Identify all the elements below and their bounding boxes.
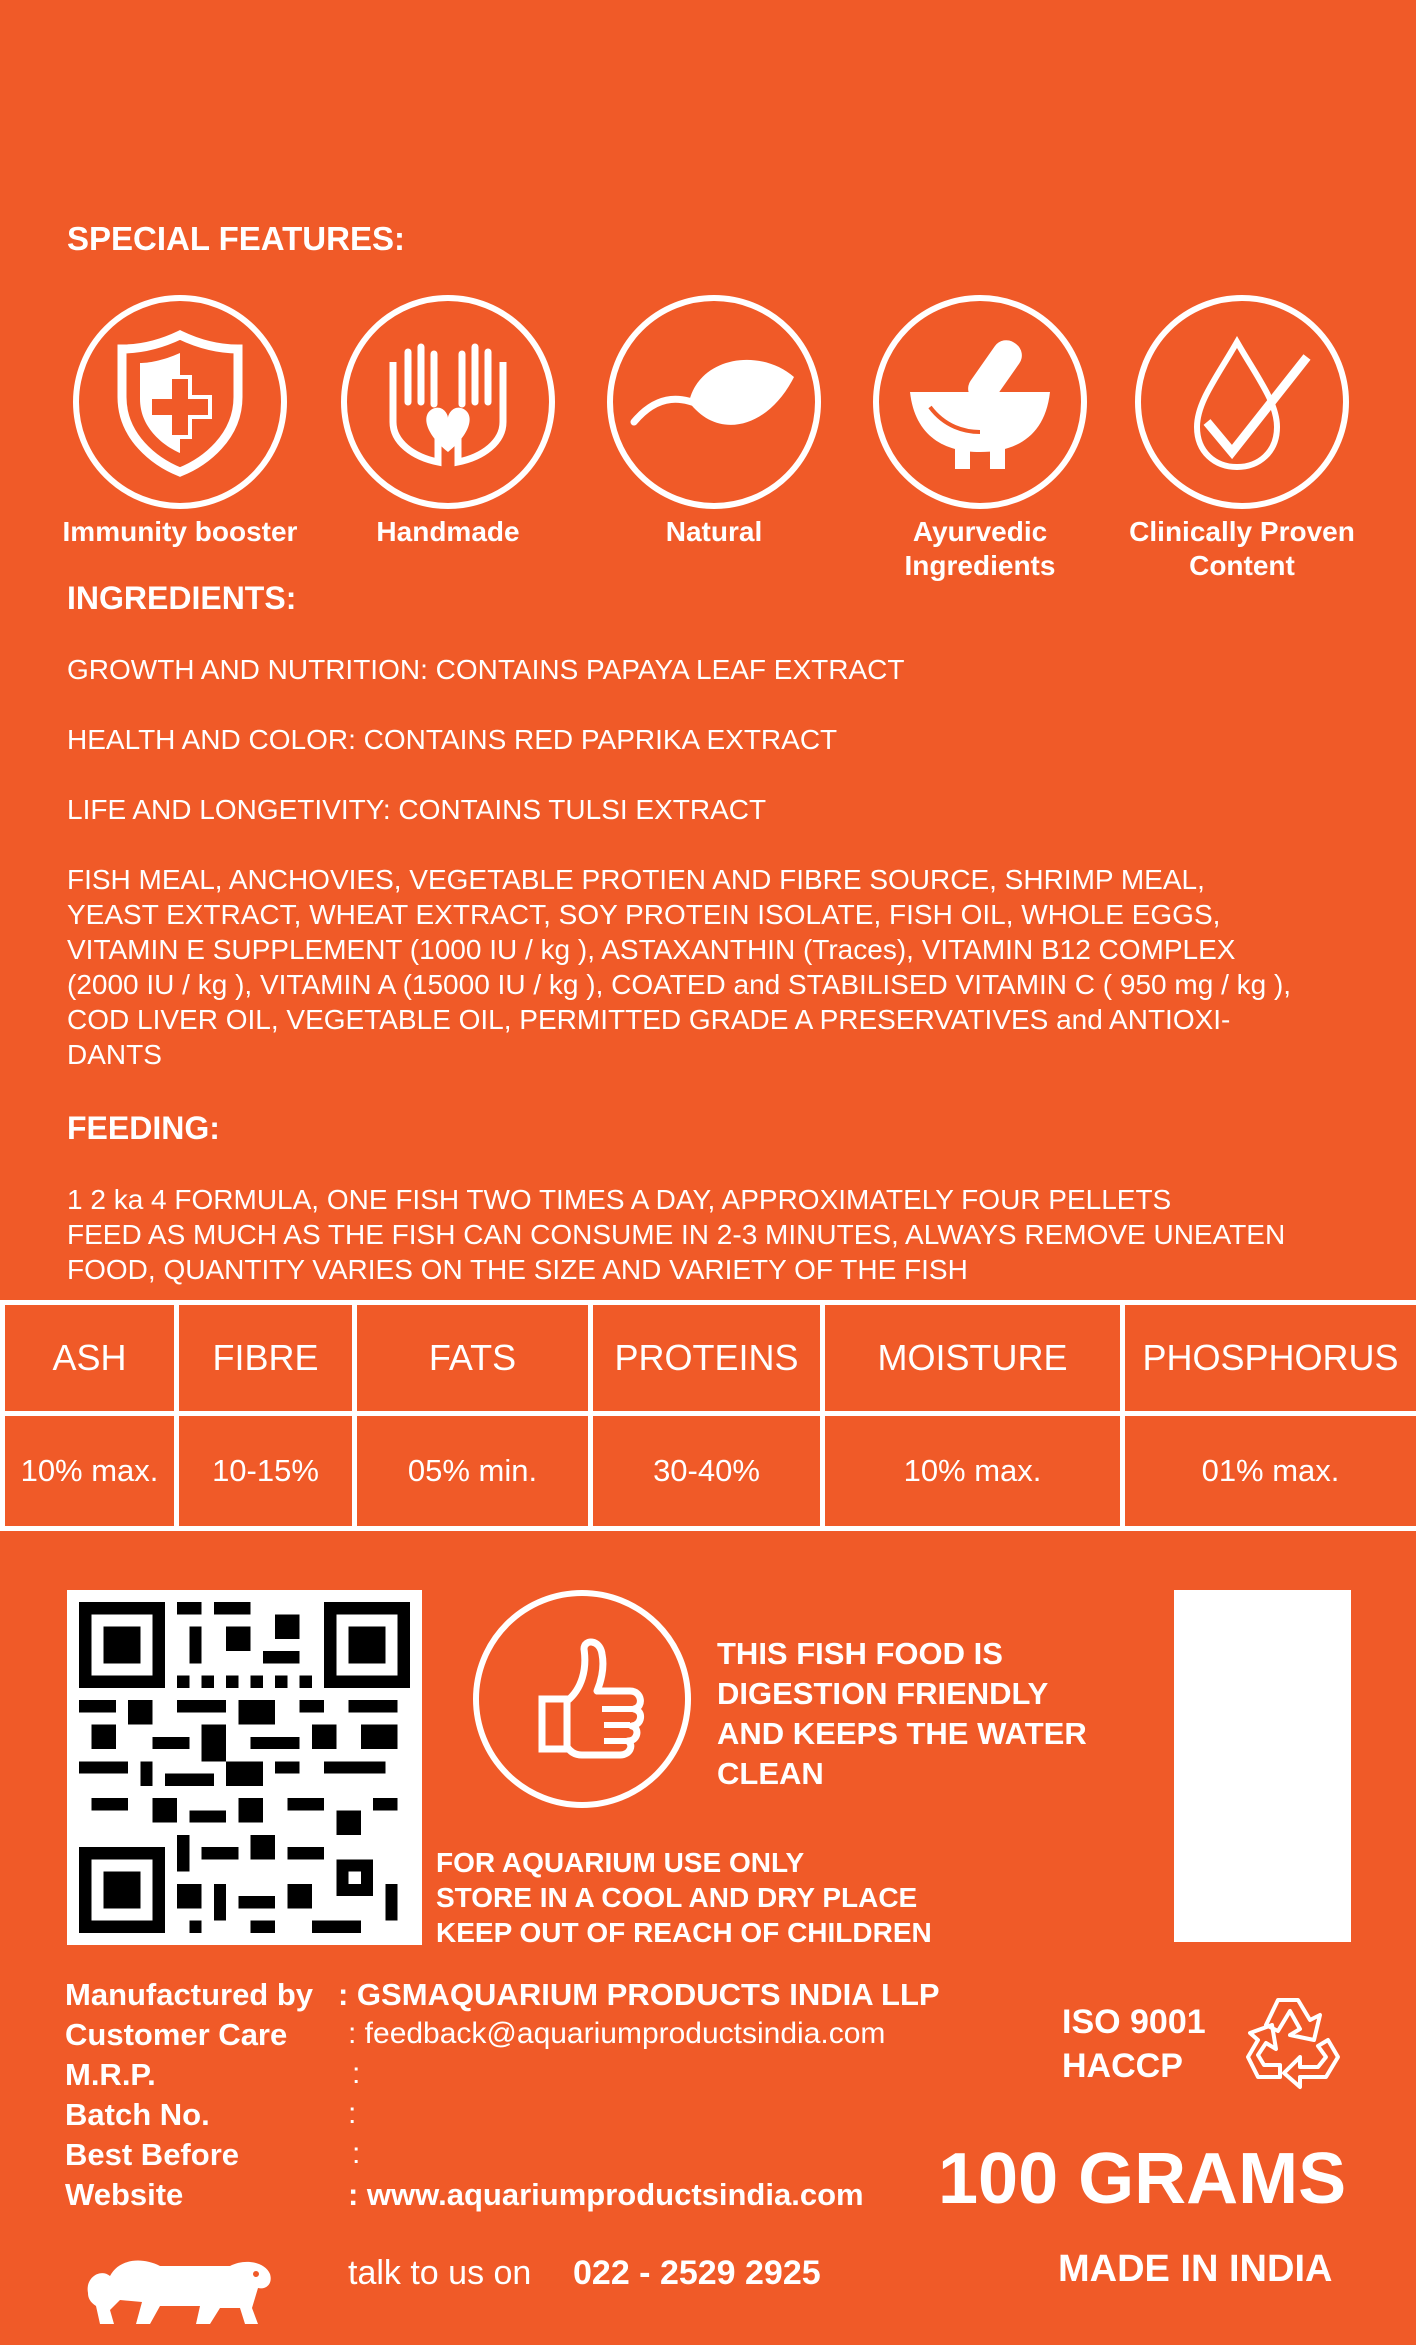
ingredient-line: COD LIVER OIL, VEGETABLE OIL, PERMITTED GRADE A PRESERVATIVES and ANTIOXI- xyxy=(67,1004,1231,1035)
nutrition-header: FATS xyxy=(355,1303,591,1414)
nutrition-header-row xyxy=(3,1303,1416,1414)
storage-line: STORE IN A COOL AND DRY PLACE xyxy=(436,1882,918,1913)
nutrition-table xyxy=(0,1300,1416,1531)
feeding-instructions xyxy=(67,1182,1367,1287)
digestion-line: DIGESTION FRIENDLY xyxy=(717,1676,1049,1711)
nutrition-values-row xyxy=(3,1414,1416,1529)
manufactured-label: Manufactured by xyxy=(65,1977,314,2012)
hands-heart-icon xyxy=(341,295,555,509)
ingredient-line: YEAST EXTRACT, WHEAT EXTRACT, SOY PROTEIN ISOLATE, FISH OIL, WHOLE EGGS, xyxy=(67,899,1221,930)
nutrition-value: 10-15% xyxy=(177,1414,355,1529)
ingredient-list xyxy=(67,862,1367,1072)
nutrition-header: ASH xyxy=(3,1303,177,1414)
nutrition-value: 10% max. xyxy=(3,1414,177,1529)
feature-ayurvedic xyxy=(860,295,1100,583)
digestion-line: THIS FISH FOOD IS xyxy=(717,1636,1003,1671)
digestion-line: AND KEEPS THE WATER xyxy=(717,1716,1087,1751)
mrp-label: M.R.P. xyxy=(65,2057,156,2092)
nutrition-header: PROTEINS xyxy=(591,1303,823,1414)
nutrition-header: PHOSPHORUS xyxy=(1123,1303,1416,1414)
storage-line: FOR AQUARIUM USE ONLY xyxy=(436,1847,805,1878)
nutrition-header: MOISTURE xyxy=(823,1303,1123,1414)
feature-handmade xyxy=(328,295,568,549)
storage-instructions xyxy=(436,1845,932,1950)
batch-label: Batch No. xyxy=(65,2097,210,2132)
feeding-line: FEED AS MUCH AS THE FISH CAN CONSUME IN 2-3 MINUTES, ALWAYS REMOVE UNEATEN xyxy=(67,1219,1286,1250)
ingredient-line: VITAMIN E SUPPLEMENT (1000 IU / kg ), ASTAXANTHIN (Traces), VITAMIN B12 COMPLEX xyxy=(67,934,1236,965)
talk-prefix: talk to us on xyxy=(348,2254,532,2292)
feature-label: Immunity booster xyxy=(62,516,298,547)
qr-code-icon[interactable] xyxy=(67,1590,422,1945)
recycle-icon xyxy=(1238,1985,1348,2100)
made-in-india: MADE IN INDIA xyxy=(1058,2248,1333,2290)
blank-label-box xyxy=(1174,1590,1351,1942)
drop-check-icon xyxy=(1135,295,1349,509)
feeding-heading: FEEDING: xyxy=(67,1110,220,1146)
mortar-pestle-icon xyxy=(873,295,1087,509)
digestion-line: CLEAN xyxy=(717,1756,824,1791)
feature-immunity xyxy=(60,295,300,549)
special-features-heading: SPECIAL FEATURES: xyxy=(67,220,405,257)
leaf-icon xyxy=(607,295,821,509)
iso-cert: ISO 9001 xyxy=(1062,2003,1206,2041)
ingredient-life: LIFE AND LONGETIVITY: CONTAINS TULSI EXTRACT xyxy=(67,794,767,825)
customer-care-label: Customer Care xyxy=(65,2017,288,2052)
thumbs-up-icon xyxy=(473,1590,691,1808)
feature-label: Handmade xyxy=(376,516,520,547)
features-row xyxy=(0,295,1416,595)
feeding-line: 1 2 ka 4 FORMULA, ONE FISH TWO TIMES A DAY, APPROXIMATELY FOUR PELLETS xyxy=(67,1184,1172,1215)
nutrition-value: 01% max. xyxy=(1123,1414,1416,1529)
haccp-cert: HACCP xyxy=(1062,2047,1183,2085)
mrp-value: : xyxy=(352,2057,361,2090)
feature-label: Clinically Proven Content xyxy=(1129,516,1355,581)
best-before-label: Best Before xyxy=(65,2137,239,2172)
shield-plus-icon xyxy=(73,295,287,509)
net-weight: 100 GRAMS xyxy=(938,2139,1347,2219)
website-label: Website xyxy=(65,2177,184,2212)
lion-icon xyxy=(80,2238,275,2333)
nutrition-value: 10% max. xyxy=(823,1414,1123,1529)
feature-natural xyxy=(594,295,834,549)
digestion-note xyxy=(717,1634,1137,1794)
storage-line: KEEP OUT OF REACH OF CHILDREN xyxy=(436,1917,932,1948)
ingredient-growth: GROWTH AND NUTRITION: CONTAINS PAPAYA LEAF EXTRACT xyxy=(67,654,905,685)
phone-number[interactable]: 022 - 2529 2925 xyxy=(573,2254,821,2292)
ingredient-line: DANTS xyxy=(67,1039,162,1070)
customer-care-email[interactable]: : feedback@aquariumproductsindia.com xyxy=(348,2017,886,2050)
ingredient-line: (2000 IU / kg ), VITAMIN A (15000 IU / kg ), COATED and STABILISED VITAMIN C ( 950 mg / kg ), xyxy=(67,969,1292,1000)
ingredient-health: HEALTH AND COLOR: CONTAINS RED PAPRIKA EXTRACT xyxy=(67,724,838,755)
ingredients-heading: INGREDIENTS: xyxy=(67,580,297,616)
nutrition-value: 05% min. xyxy=(355,1414,591,1529)
feature-label: Natural xyxy=(665,516,763,547)
feeding-line: FOOD, QUANTITY VARIES ON THE SIZE AND VARIETY OF THE FISH xyxy=(67,1254,968,1285)
feature-label: Ayurvedic Ingredients xyxy=(904,516,1056,581)
batch-value: : xyxy=(348,2097,357,2130)
manufactured-value: : GSMAQUARIUM PRODUCTS INDIA LLP xyxy=(338,1977,940,2012)
best-before-value: : xyxy=(352,2137,361,2170)
website-link[interactable]: : www.aquariumproductsindia.com xyxy=(348,2177,864,2212)
nutrition-header: FIBRE xyxy=(177,1303,355,1414)
feature-clinically-proven xyxy=(1122,295,1362,583)
nutrition-value: 30-40% xyxy=(591,1414,823,1529)
ingredient-line: FISH MEAL, ANCHOVIES, VEGETABLE PROTIEN AND FIBRE SOURCE, SHRIMP MEAL, xyxy=(67,864,1205,895)
